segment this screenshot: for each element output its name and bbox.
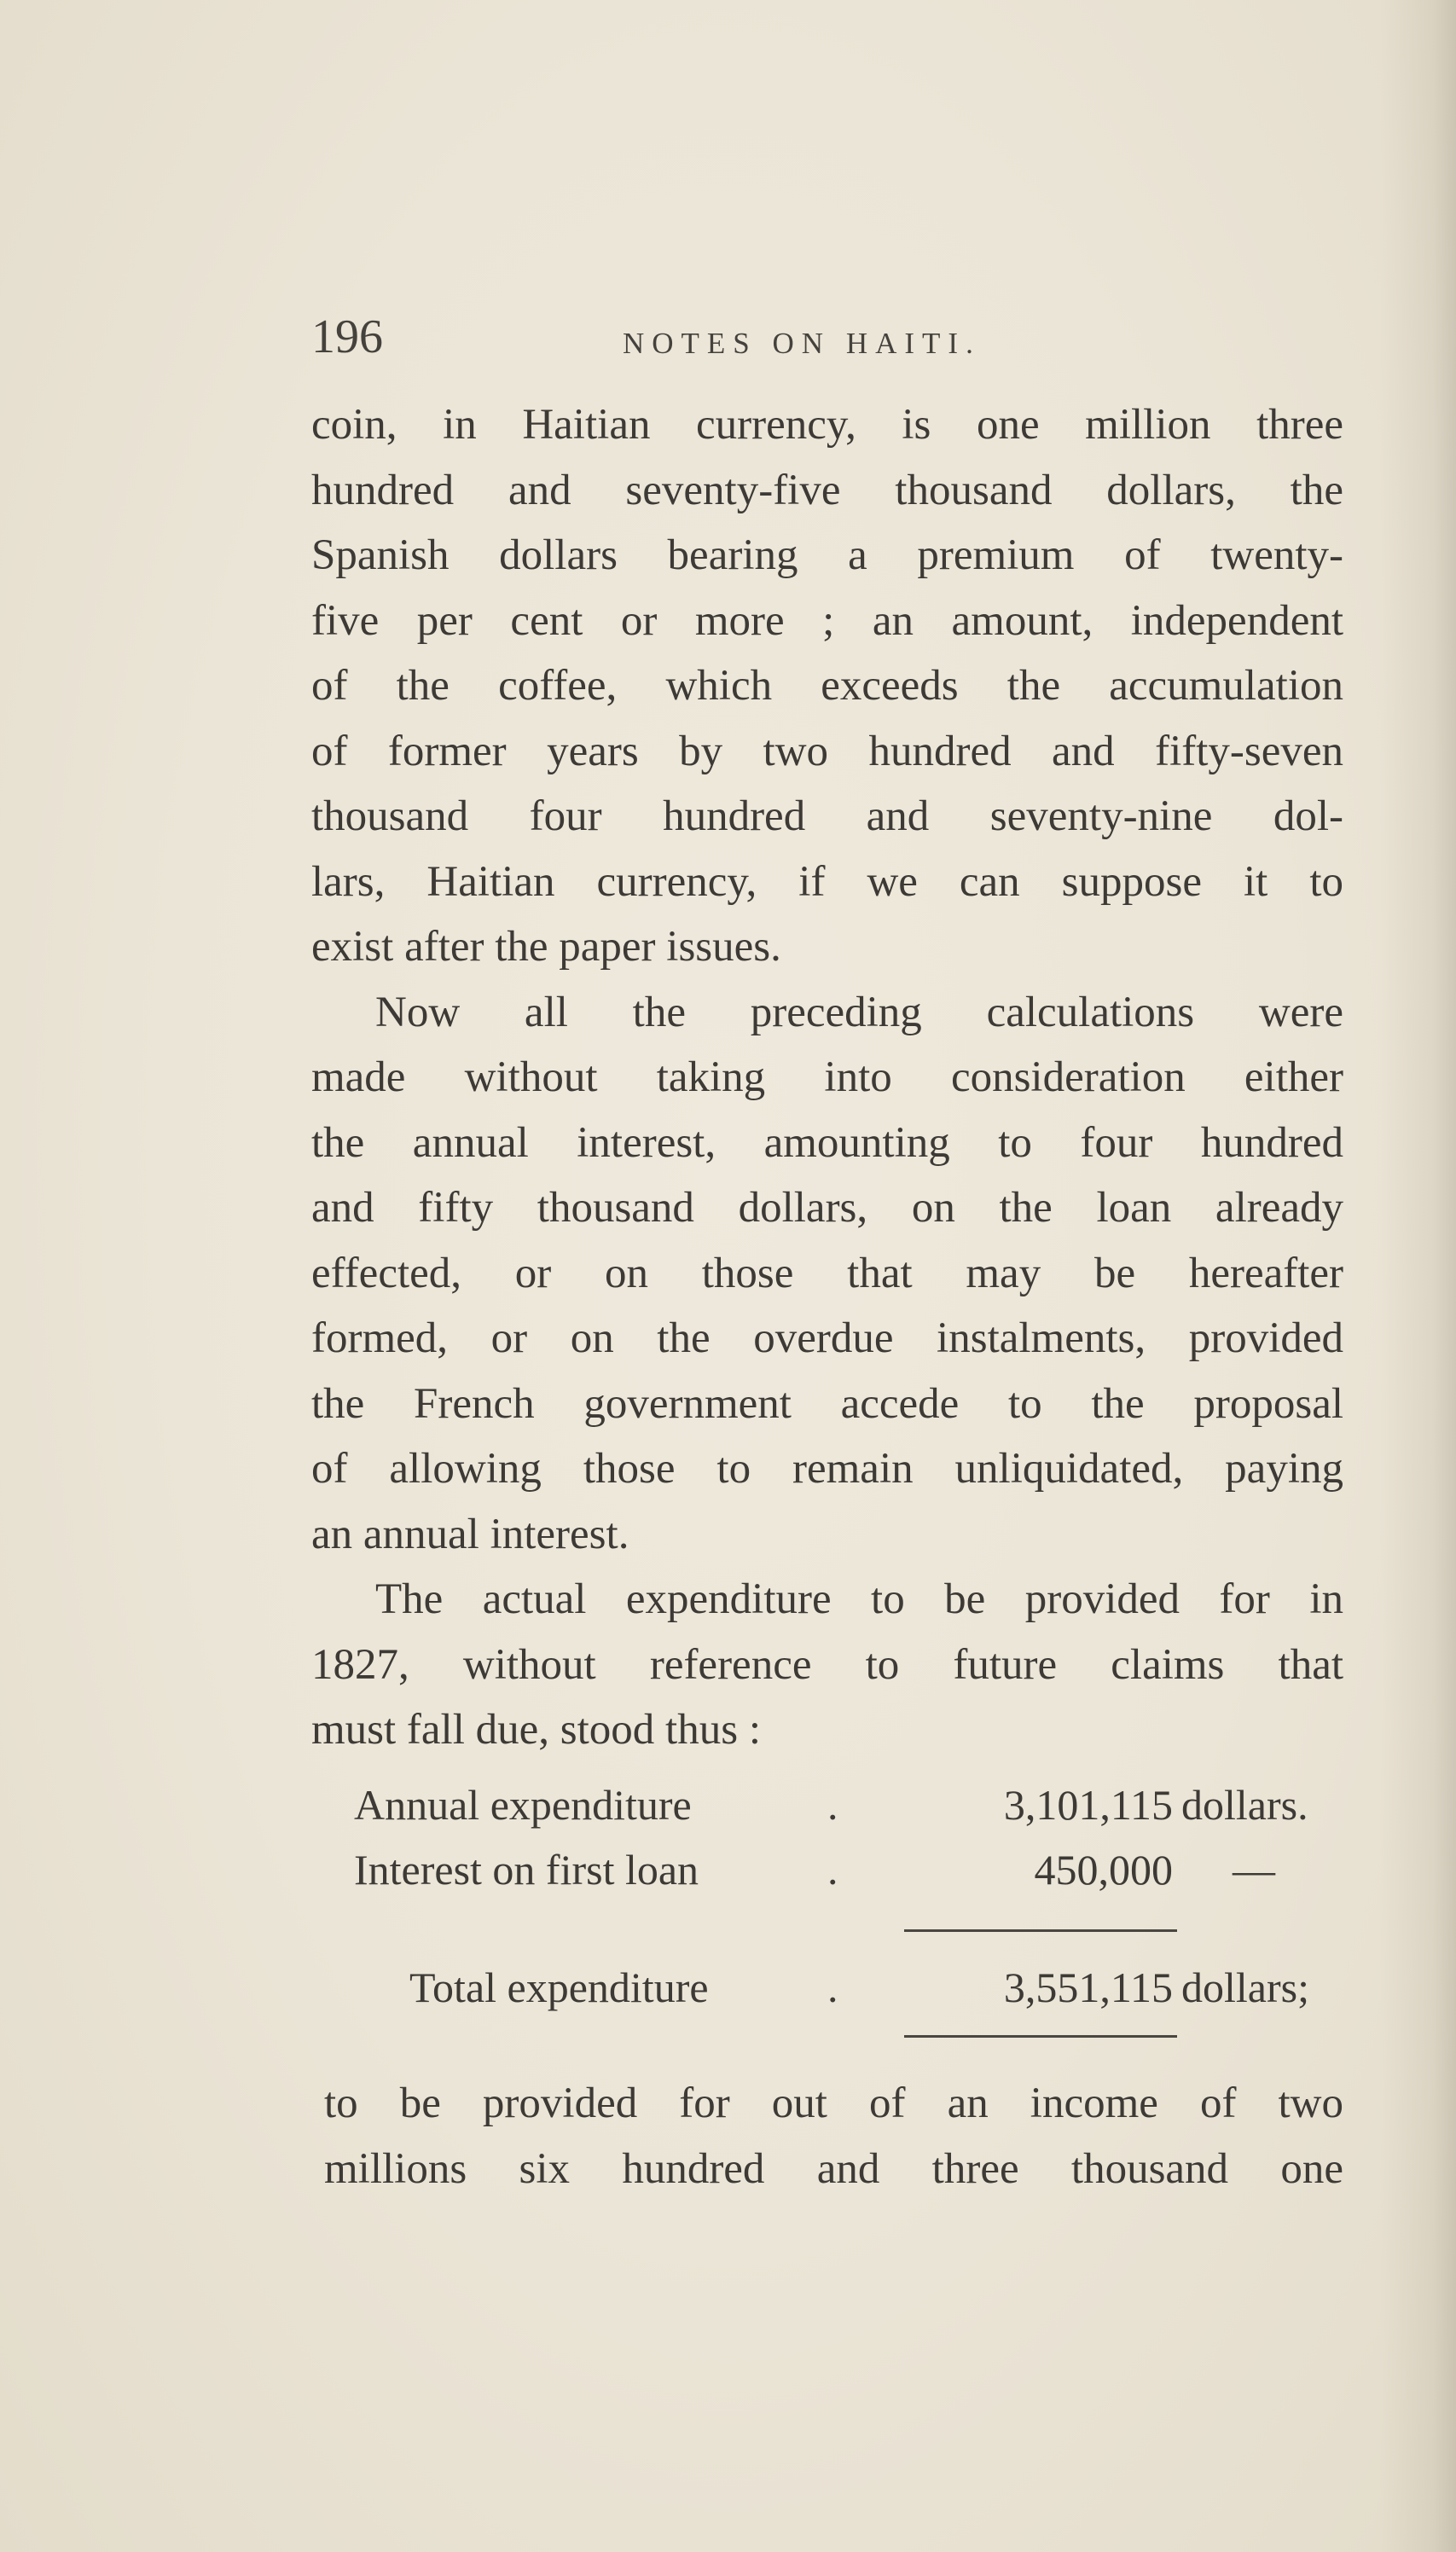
text-line: hundred and seventy-five thousand dollars, the [311,466,1343,514]
text-line: millions six hundred and three thousand one [324,2144,1343,2193]
text-line: and fifty thousand dollars, on the loan already [311,1184,1343,1232]
text-line: lars, Haitian currency, if we can suppose it to [311,857,1343,906]
text-line: of the coffee, which exceeds the accumulation [311,662,1343,710]
page-edge-shadow [1379,0,1456,2552]
row-amount: 450,000 [1034,1846,1173,1894]
text-line: five per cent or more ; an amount, independent [311,596,1343,645]
row-unit: — [1233,1846,1275,1894]
total-label: Total expenditure [409,1963,709,2011]
total-amount: 3,551,115 [1003,1963,1173,2011]
text-line: Now all the preceding calculations were [375,988,1343,1036]
text-line: formed, or on the overdue instalments, provided [311,1314,1343,1362]
paragraph-2 [311,980,1343,1568]
text-line: thousand four hundred and seventy-nine dol- [311,792,1343,840]
page-number: 196 [311,310,383,363]
text-line: effected, or on those that may be hereafter [311,1249,1343,1297]
total-unit: dollars; [1181,1963,1309,2011]
text-line: coin, in Haitian currency, is one million three [311,401,1343,449]
paragraph-1 [311,392,1343,980]
text-line: The actual expenditure to be provided for in [375,1575,1343,1623]
text-line: must fall due, stood thus : [311,1706,761,1754]
text-line: of former years by two hundred and fifty-seven [311,727,1343,775]
row-unit: dollars. [1181,1781,1308,1829]
text-line: an annual interest. [311,1510,629,1558]
text-line: made without taking into consideration either [311,1053,1343,1101]
page-header [311,307,1343,367]
running-head: NOTES ON HAITI. [623,327,981,360]
row-label: Interest on first loan [354,1846,699,1894]
leader-dot: . [827,1963,838,2011]
closing-text [324,2071,1343,2201]
row-amount: 3,101,115 [1003,1781,1173,1829]
text-line: of allowing those to remain unliquidated, paying [311,1445,1343,1493]
total-row [311,1955,1343,2020]
text-line: the French government accede to the proposal [311,1379,1343,1428]
text-line: to be provided for out of an income of two [324,2079,1343,2127]
leader-dot: . [827,1846,838,1894]
body-text [311,392,1343,1763]
text-line: 1827, without reference to future claims that [311,1640,1343,1689]
total-rule [904,2035,1177,2038]
paragraph-3 [311,1567,1343,1763]
text-line: the annual interest, amounting to four hundred [311,1118,1343,1167]
text-line: exist after the paper issues. [311,923,781,971]
text-line: Spanish dollars bearing a premium of twenty- [311,531,1343,579]
row-label: Annual expenditure [354,1781,692,1829]
sum-rule [904,1929,1177,1932]
table-row [311,1837,1343,1902]
table-row [311,1772,1343,1837]
leader-dot: . [827,1781,838,1829]
